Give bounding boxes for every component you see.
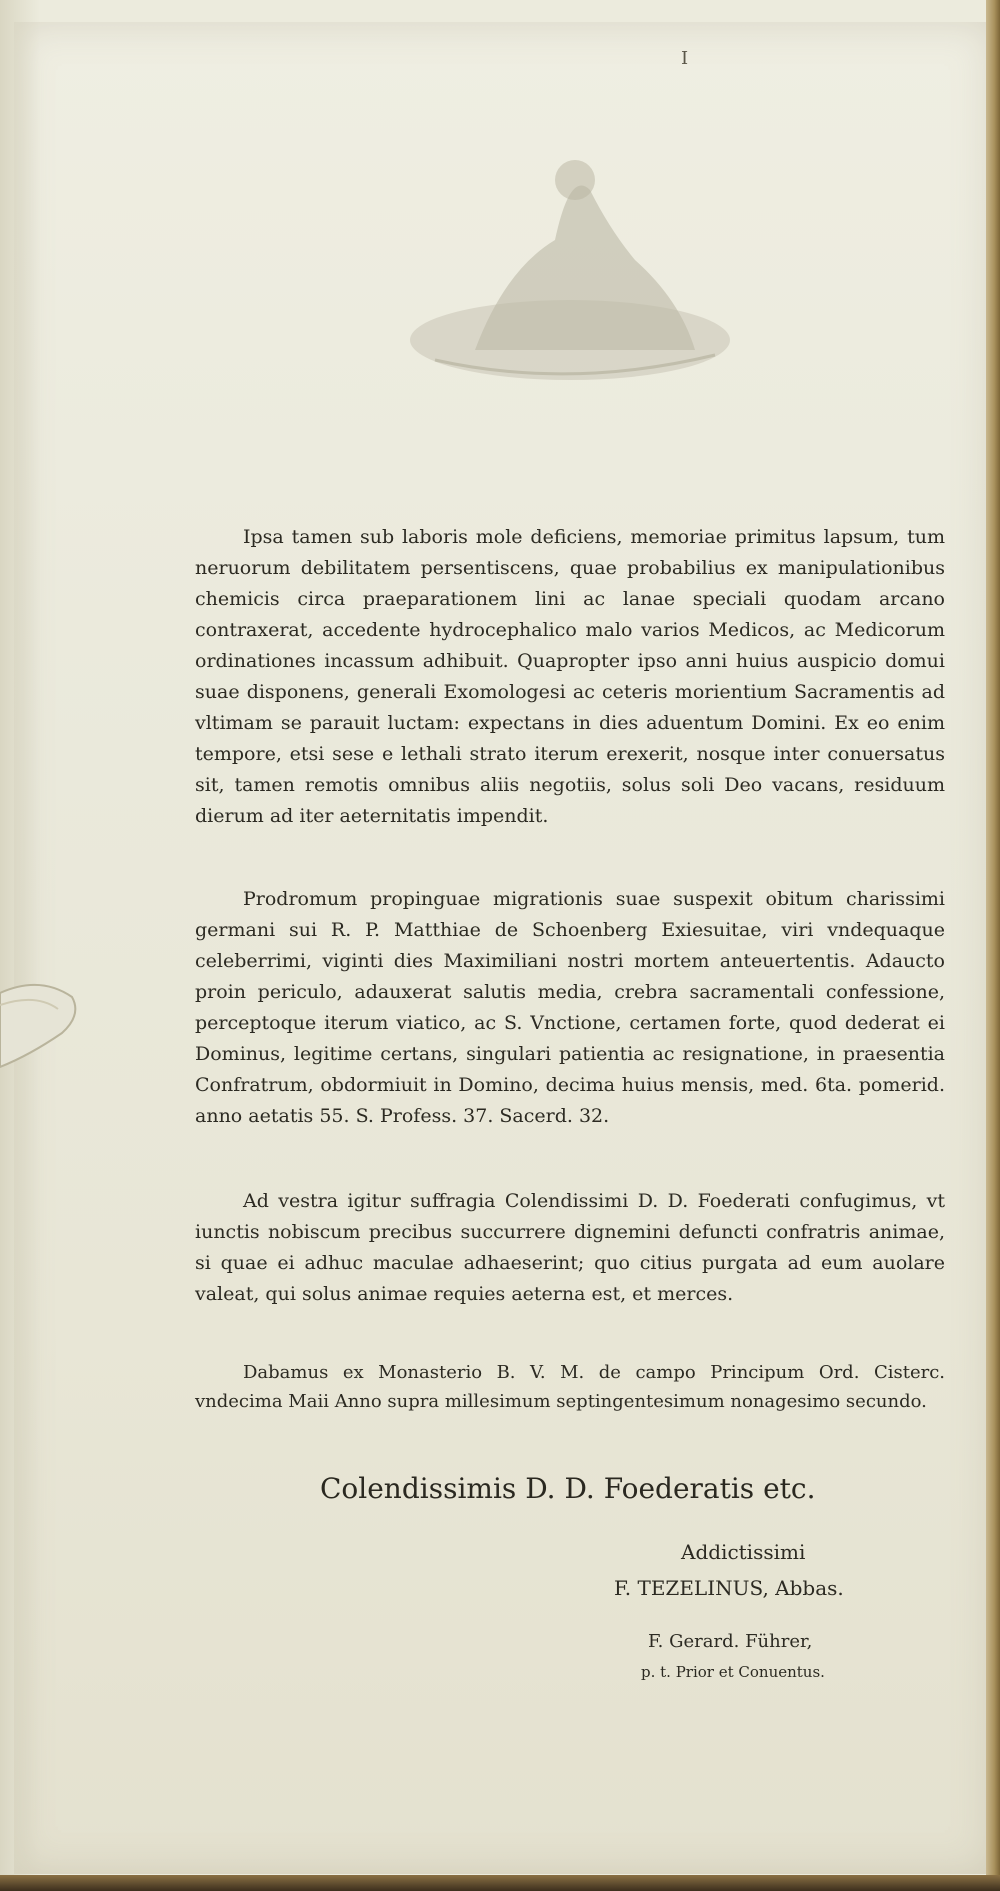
paragraph-death-account: Ipsa tamen sub laboris mole deficiens, memoriae primitus lapsum, tum neruorum debilitatem persentiscens, quae probabilius ex manipulationibus chemicis circa praeparationem lini ac lanae speciali quodam arcano contraxerat, accedente hydrocephalico malo varios Medicos, ac Medicorum ordinationes incassum adhibuit. Quapropter ipso anni huius auspicio domui suae disponens, generali Exomologesi ac ceteris morientium Sacramentis ad vltimam se parauit luctam: expectans in dies aduentum Domini. Ex eo enim tempore, etsi sese e lethali strato iterum erexerit, nosque inter conuersatus sit, tamen remotis omnibus aliis negotiis, solus soli Deo vacans, residuum dierum ad iter aeternitatis impendit. [195,526,945,827]
paper-tab-fold [0,975,80,1070]
page-mark: I [681,48,689,69]
paragraph-final-days: Prodromum propinguae migrationis suae suspexit obitum charissimi germani sui R. P. Matthiae de Schoenberg Exiesuitae, viri vndequaque celeberrimi, viginti dies Maximiliani nostri mortem anteuertentis. Adaucto proin periculo, adauxerat salutis media, crebra sacramentali confessione, perceptoque iterum viatico, ac S. Vnctione, certamen forte, quod dederat ei Dominus, legitime certans, singulari patientia ac resignatione, in praesentia Confratrum, obdormiuit in Domino, decima huius mensis, med. 6ta. pomerid. anno aetatis 55. S. Profess. 37. Sacerd. 32. [195,888,945,1127]
prior-title: p. t. Prior et Conuentus. [641,1663,825,1681]
prior-signature: F. Gerard. Führer, [648,1631,813,1652]
page-edge-right [986,0,1000,1891]
closing-line: Addictissimi [681,1540,806,1564]
abbot-signature: F. TEZELINUS, Abbas. [614,1576,844,1600]
paragraph-dateline: Dabamus ex Monasterio B. V. M. de campo Principum Ord. Cisterc. vndecima Maii Anno supra millesimum septingentesimum nonagesimo secundo. [195,1362,945,1412]
binding-shadow [0,0,40,1891]
faded-vignette-emblem [395,150,745,400]
paragraph-suffrage-request: Ad vestra igitur suffragia Colendissimi D. D. Foederati confugimus, vt iunctis nobiscum precibus succurrere dignemini defuncti confratris animae, si quae ei adhuc maculae adhaeserint; quo citius purgata ad eum auolare valeat, qui solus animae requies aeterna est, et merces. [195,1190,945,1305]
page-edge-bottom [0,1875,1000,1891]
salutation: Colendissimis D. D. Foederatis etc. [320,1472,816,1505]
